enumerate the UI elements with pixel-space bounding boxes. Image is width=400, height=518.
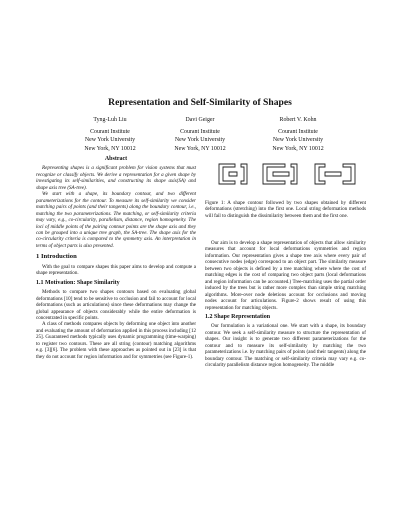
abstract-heading: Abstract — [104, 156, 128, 162]
body-paragraph: Methods to compare two shapes contours based on evaluating global deformations [10] tend to be sensitive to occlusion and fail to account for local deformations (such as articulations) since these deformations may change the global appearance of objects considerably while the entire deformation is concentrated in specific points. — [36, 289, 196, 321]
right-column — [205, 240, 366, 369]
shape-contour — [219, 164, 247, 184]
abstract — [36, 156, 196, 249]
body-paragraph: With the goal to compare shapes this paper aims to develop and compute a shape representation. — [36, 263, 196, 277]
author-affiliation: Courant Institute — [180, 129, 220, 136]
subsection-heading: 1.2 Shape Representation — [205, 313, 271, 320]
shape-stretched-2 — [315, 164, 355, 184]
author-affiliation: Courant Institute — [90, 129, 130, 136]
section-heading: 1 Introduction — [36, 253, 77, 261]
author-affiliation: New York University — [272, 137, 324, 144]
author-affiliation: New York University — [84, 137, 136, 144]
paper-title: Representation and Self-Similarity of Shapes — [108, 97, 292, 108]
author-affiliation: Courant Institute — [278, 129, 318, 136]
subsection-heading: 1.1 Motivation: Shape Similarity — [36, 279, 120, 286]
author-name: Robert V. Kohn — [279, 117, 317, 123]
author-affiliation: New York, NY 10012 — [174, 145, 226, 152]
shape-stretched-1 — [263, 164, 297, 184]
author-affiliation: New York, NY 10012 — [272, 145, 324, 152]
body-paragraph: Our formulation is a variational one. We start with a shape, its boundary contour. We seek a self-similarity measure to structure the representation of shapes. Our insight is to generate two different parameterizations for the contour and to measure its self-similarity by matching the two parameterizations i.e. by matching pairs of points (and their tangents) along the boundary contour. The matching or self-similarity criteria may vary e.g. co-circularity parallelism distance region homogeneity. The middle — [205, 323, 366, 369]
author-name: Davi Geiger — [185, 117, 215, 123]
abstract-paragraph: We start with a shape, its boundary contour, and two different parameterizations for the contour. To measure its self-similarity we consider matching pairs of points (and their tangents) along the boundary contour, i.e., matching the two parameterizations. The matching, or self-similarity criteria may vary, e.g., co-circularity, parallelism, distance, region homogeneity. The loci of middle points of the pairing contour points are the shape axis and they can be grouped into a unique tree graph, the SA-tree. The shape axis for the co-circularity criteria is compared to the symmetry axis. An interpretation in terms of object parts is also presented. — [36, 191, 196, 249]
body-paragraph: Our aim is to develop a shape representation of objects that allow similarity measures that account for local deformations symmetries and region information. Our representation gives a shape tree axis where every pair of consecutive nodes (edge) correspond to an object part. The similarity measure between two objects is defined by a tree matching where where the cost of matching edges is the cost of comparing two object parts (local deformations and region information can be accounted.) Tree-matching uses the partial order induced by the trees but is rather more complex than simple string matching algorithms. More-over node deletions account for occlusions and moving nodes account for articulations. Figure-2 shows result of using this representation for matching objects. — [205, 240, 366, 311]
author-name: Tyng-Luh Liu — [93, 117, 127, 123]
left-column — [36, 156, 196, 360]
author-affiliation: New York, NY 10012 — [84, 145, 136, 152]
author-block — [228, 116, 368, 153]
abstract-paragraph: Representing shapes is a significant problem for vision systems that must recognize or classify objects. We derive a representation for a given shape by investigating its self-similarities, and constructing its shape axis(SA) and shape axis tree (SA-tree). — [36, 165, 196, 191]
figure-caption: Figure 1: A shape contour followed by two shapes obtained by different deformations (stretching) into the first one. Local string deformation methods will fail to distinguish the dissimilarity between them and the first one. — [205, 200, 366, 219]
author-affiliation: New York University — [174, 137, 226, 144]
body-paragraph: A class of methods compares objects by deforming one object into another and evaluating the amount of deformation applied in this process including [12 25]. Guaranteed methods typically uses dynamic programming (time-warping) to register two contours. These are all string (contour) matching algorithms e.g. [3][6]. The problem with these approaches as pointed out in [23] is that they do not account for region information and for symmetries (see Figure-1). — [36, 321, 196, 360]
